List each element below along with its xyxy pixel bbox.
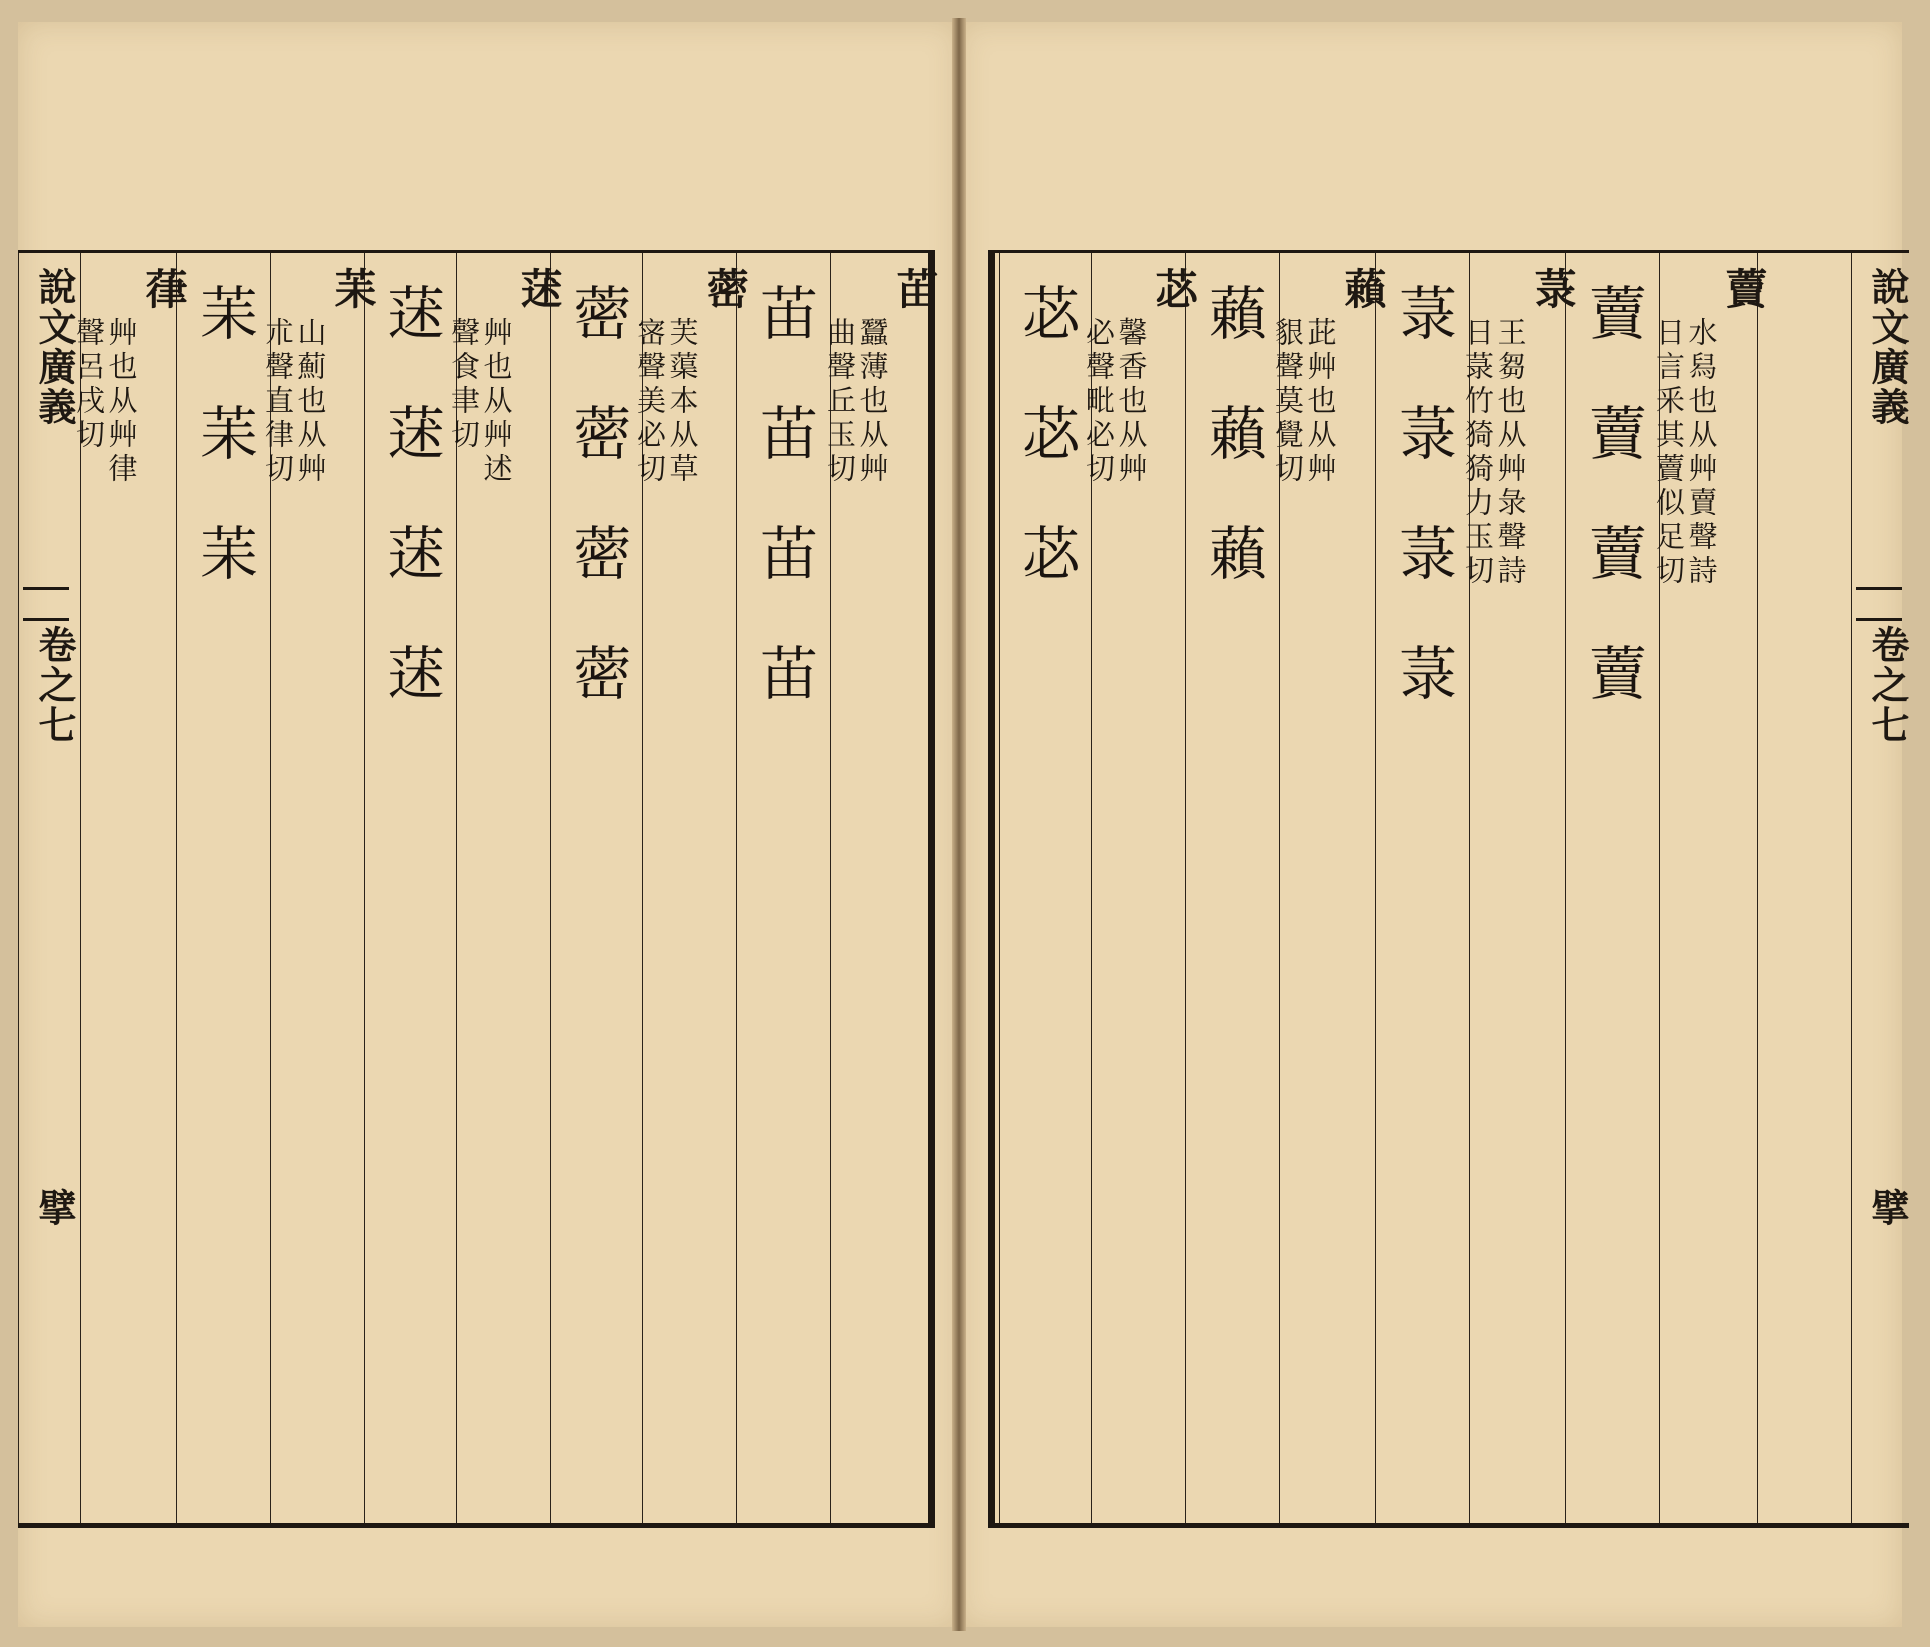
- entry-gloss-line: 貇聲莫覺切: [1271, 317, 1305, 487]
- entry-column: [447, 253, 564, 1523]
- entry-headword: 藾: [1338, 267, 1388, 313]
- volume-label: 卷之七: [32, 625, 77, 745]
- seal-script-forms: 苖苖苖苖: [750, 283, 818, 763]
- entry-headword: 苖: [890, 267, 940, 313]
- volume-label: 卷之七: [1865, 625, 1910, 745]
- book-title: 說文廣義: [32, 267, 77, 427]
- entry-gloss-line: 山薊也从艸: [293, 317, 328, 487]
- seal-script-forms: 藾藾藾: [1199, 283, 1267, 643]
- seal-column: [1185, 253, 1280, 1523]
- seal-script-forms: 菉菉菉菉: [1389, 283, 1457, 763]
- seal-script-forms: 苾苾苾: [1012, 283, 1080, 643]
- entry-column: [72, 253, 189, 1523]
- entry-column: [1082, 253, 1199, 1523]
- page-label: 擘: [32, 1188, 77, 1226]
- entry-gloss-line: 曲聲丘玉切: [823, 317, 857, 487]
- banxin-left: [18, 253, 77, 1523]
- entry-column: [823, 253, 940, 1523]
- seal-script-forms: 藚藚藚藚: [1579, 283, 1647, 763]
- entry-column: [261, 253, 378, 1523]
- entry-column: [1271, 253, 1388, 1523]
- seal-column: [1375, 253, 1470, 1523]
- entry-column: [1652, 253, 1769, 1523]
- book-title: 說文廣義: [1865, 267, 1910, 427]
- entry-gloss-line: 茈艸也从艸: [1303, 317, 1338, 487]
- seal-column: [736, 253, 831, 1523]
- entry-gloss-line: 芙蕖本从草: [665, 317, 700, 487]
- entry-headword: 蒁: [514, 267, 564, 313]
- fish-tail-mark: [23, 587, 69, 621]
- entry-headword: 苾: [1149, 267, 1199, 313]
- entry-headword: 葎: [139, 267, 189, 313]
- entry-headword: 菉: [1528, 267, 1578, 313]
- seal-script-forms: 蒁蒁蒁蒁: [377, 283, 445, 763]
- entry-gloss-line: 日菉竹猗猗力玉切: [1461, 317, 1495, 589]
- seal-script-forms: 蔤蔤蔤蔤: [563, 283, 631, 763]
- entry-gloss-line: 蠶薄也从艸: [855, 317, 890, 487]
- entry-gloss-line: 朮聲直律切: [261, 317, 295, 487]
- seal-column: [1757, 253, 1852, 1523]
- seal-column: [999, 253, 1092, 1523]
- entry-column: [1461, 253, 1578, 1523]
- seal-column: [1565, 253, 1660, 1523]
- banxin-right: [1851, 253, 1910, 1523]
- seal-column: [550, 253, 643, 1523]
- right-text-frame: [988, 250, 1909, 1528]
- entry-headword: 藚: [1719, 267, 1769, 313]
- entry-gloss-line: 馨香也从艸: [1114, 317, 1149, 487]
- entry-gloss-line: 必聲毗必切: [1082, 317, 1116, 487]
- fish-tail-mark: [1856, 587, 1902, 621]
- entry-gloss-line: 宻聲美必切: [633, 317, 667, 487]
- entry-gloss-line: 聲呂戌切: [72, 317, 106, 453]
- entry-headword: 蔤: [700, 267, 750, 313]
- entry-column: [633, 253, 750, 1523]
- entry-gloss-line: 水舄也从艸賣聲詩: [1684, 317, 1719, 589]
- entry-gloss-line: 聲食聿切: [447, 317, 481, 453]
- left-text-frame: [18, 250, 940, 1528]
- entry-gloss-line: 王芻也从艸彔聲詩: [1493, 317, 1528, 589]
- page-label: 擘: [1865, 1188, 1910, 1226]
- entry-headword: 苿: [328, 267, 378, 313]
- seal-script-forms: 苿苿苿: [190, 283, 258, 643]
- book-gutter: [952, 18, 966, 1631]
- entry-gloss-line: 日言釆其藚似足切: [1652, 317, 1686, 589]
- entry-gloss-line: 艸也从艸述: [479, 317, 514, 487]
- seal-column: [364, 253, 457, 1523]
- seal-column: [176, 253, 271, 1523]
- entry-gloss-line: 艸也从艸律: [104, 317, 139, 487]
